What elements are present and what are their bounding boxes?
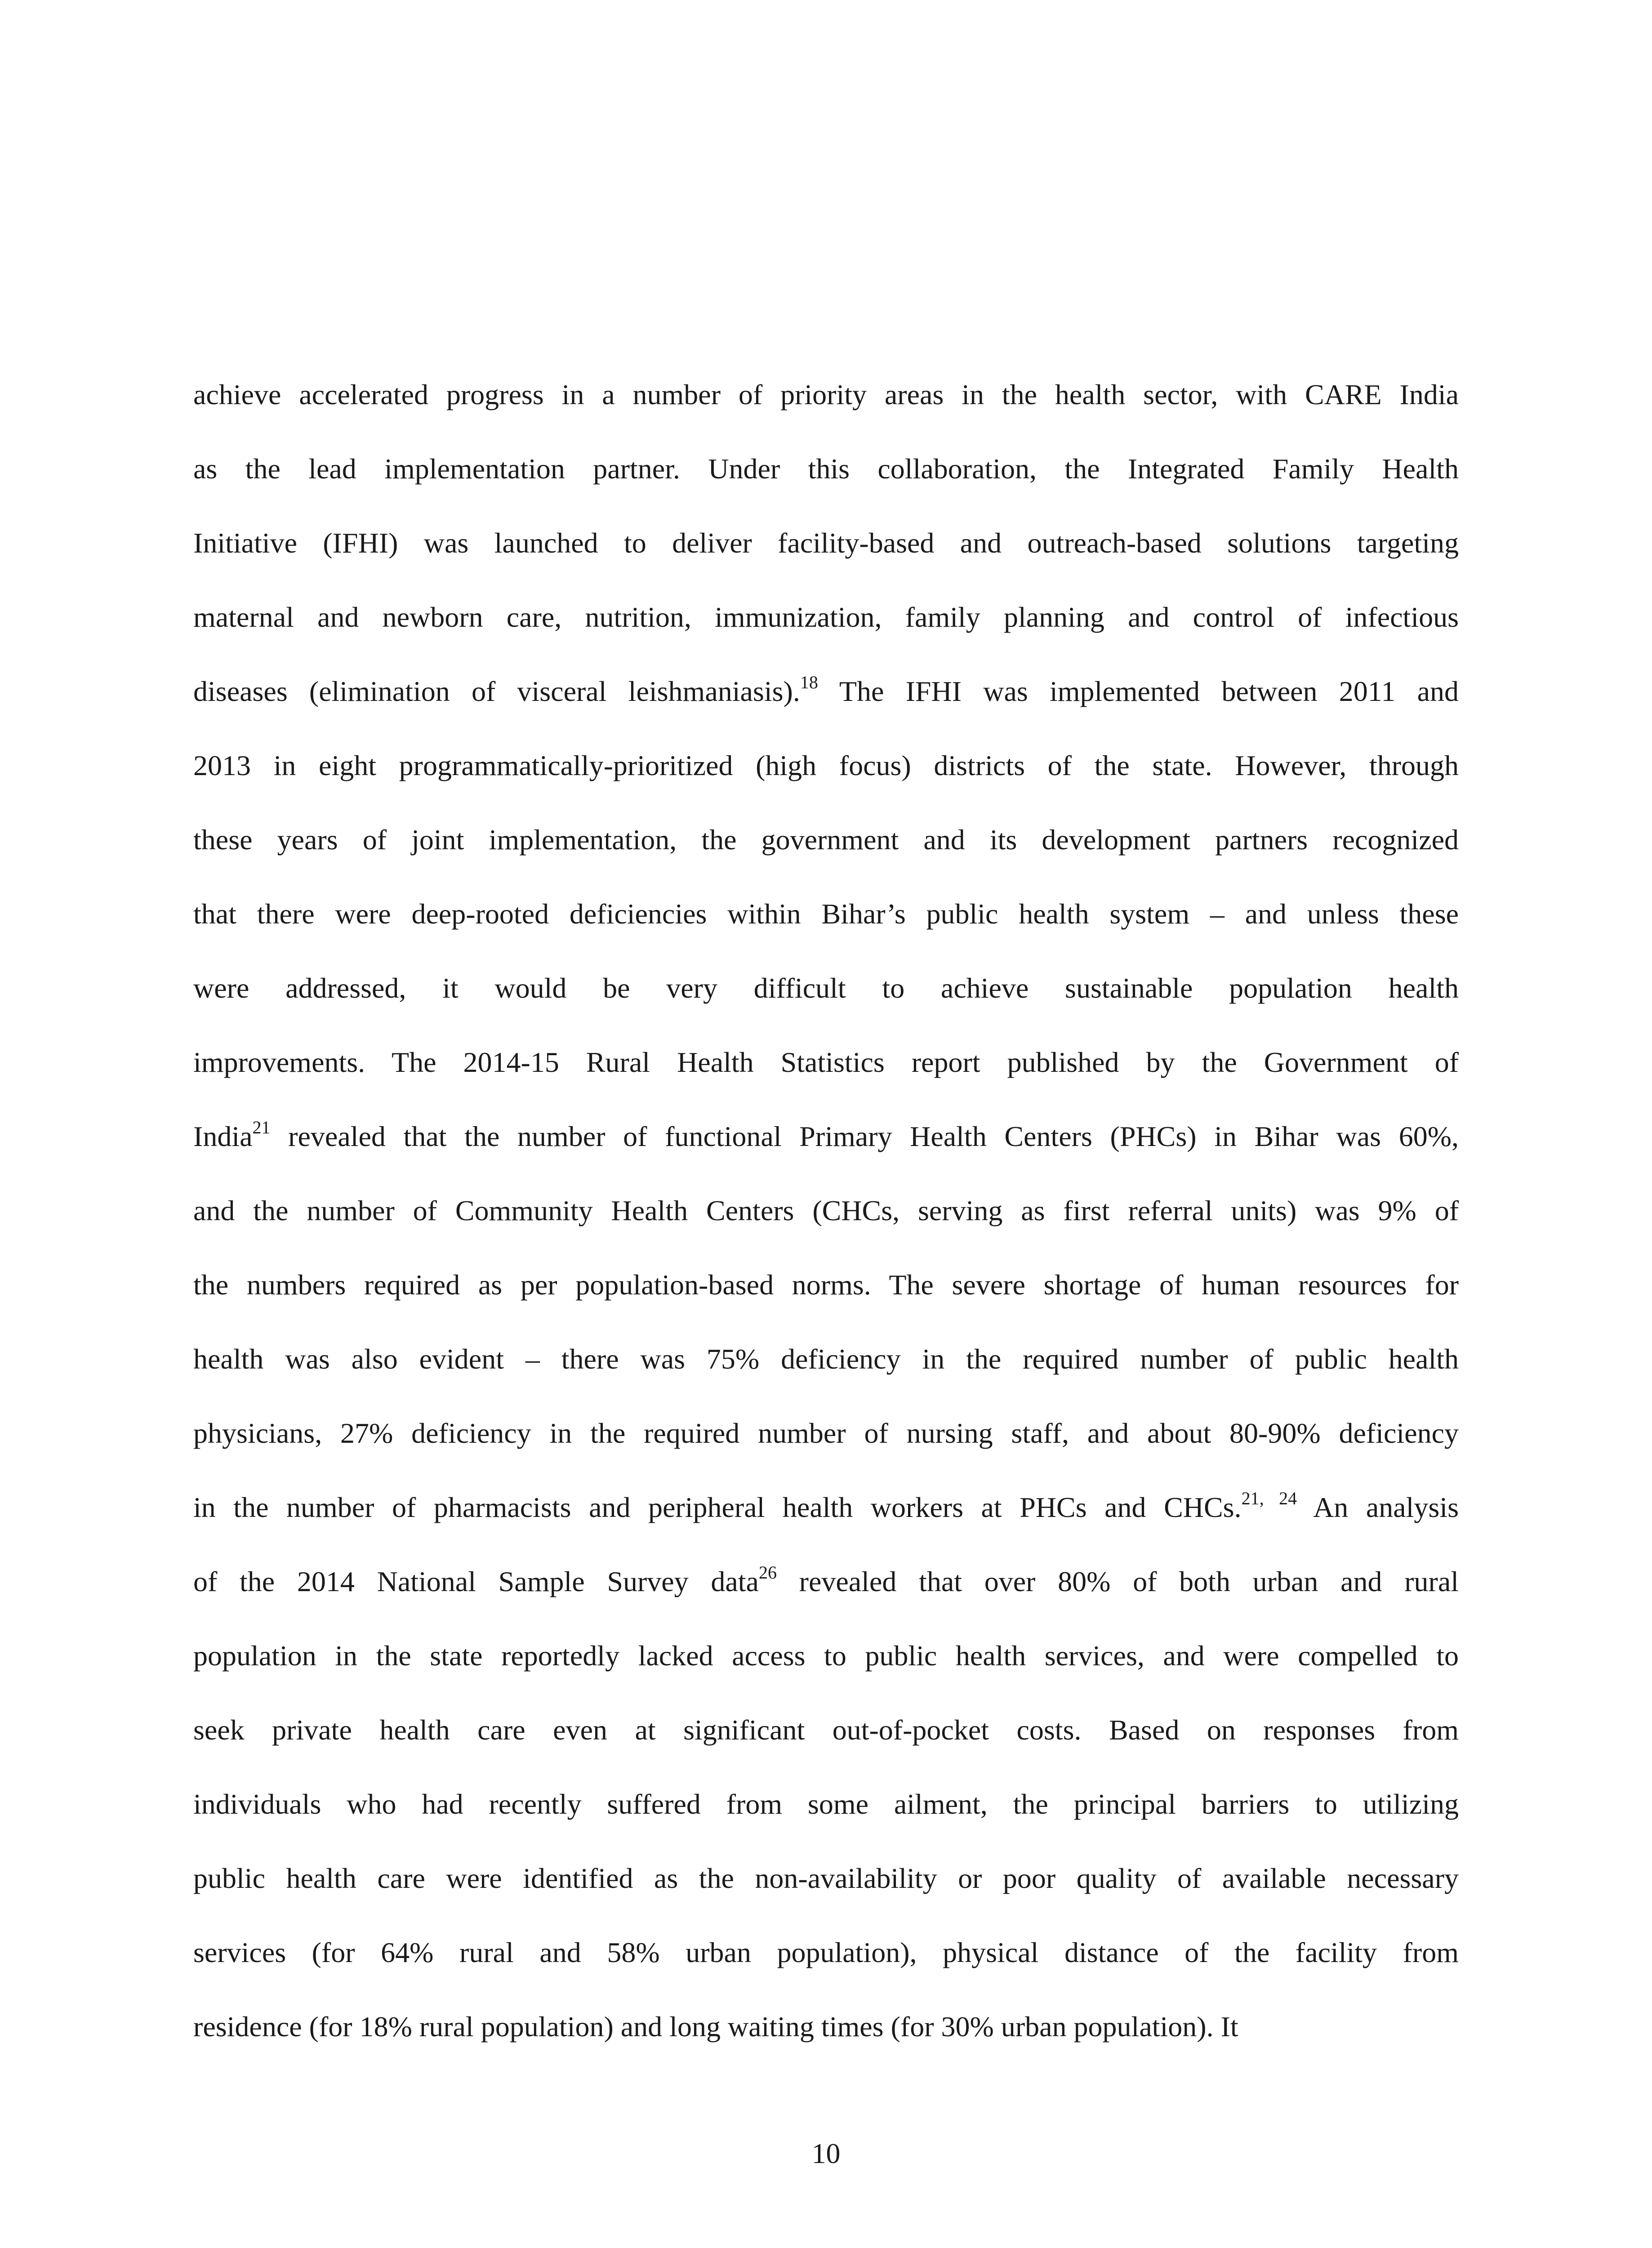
text-line-segment: physicians, 27% deficiency in the required number of nursing staff, and about 80-90% deficiency <box>193 1417 1459 1449</box>
text-line <box>193 1025 1459 1099</box>
text-line <box>193 877 1459 951</box>
text-line-segment: that there were deep-rooted deficiencies within Bihar’s public health system – and unless these <box>193 898 1459 930</box>
text-line <box>193 728 1459 803</box>
text-line-segment: maternal and newborn care, nutrition, immunization, family planning and control of infectious <box>193 601 1459 633</box>
text-line-segment: as the lead implementation partner. Under this collaboration, the Integrated Family Health <box>193 453 1459 485</box>
text-line <box>193 803 1459 877</box>
text-line-segment: diseases (elimination of visceral leishmaniasis). <box>193 675 800 707</box>
text-line <box>193 1099 1459 1173</box>
text-line <box>193 357 1459 432</box>
text-line <box>193 1619 1459 1693</box>
citation-superscript: 21, 24 <box>1241 1488 1297 1508</box>
text-line-segment: residence (for 18% rural population) and long waiting times (for 30% urban population). It <box>193 2011 1238 2043</box>
text-line-segment: The IFHI was implemented between 2011 and <box>818 675 1459 707</box>
text-line <box>193 654 1459 728</box>
citation-superscript: 21 <box>252 1117 271 1137</box>
text-line <box>193 432 1459 506</box>
text-line <box>193 1915 1459 1989</box>
text-line <box>193 1767 1459 1841</box>
text-line <box>193 1470 1459 1544</box>
citation-superscript: 26 <box>758 1562 777 1583</box>
text-line-segment: revealed that the number of functional Primary Health Centers (PHCs) in Bihar was 60%, <box>270 1120 1459 1152</box>
text-line <box>193 1173 1459 1248</box>
text-line-segment: 2013 in eight programmatically-prioritized (high focus) districts of the state. However, through <box>193 749 1459 781</box>
text-line-segment: in the number of pharmacists and peripheral health workers at PHCs and CHCs. <box>193 1491 1242 1523</box>
text-line-segment: improvements. The 2014-15 Rural Health Statistics report published by the Government of <box>193 1046 1459 1078</box>
text-line-segment: An analysis <box>1297 1491 1459 1523</box>
text-line <box>193 506 1459 580</box>
text-line-segment: and the number of Community Health Centers (CHCs, serving as first referral units) was 9% of <box>193 1195 1459 1227</box>
page-number: 10 <box>811 2137 841 2169</box>
text-line <box>193 951 1459 1025</box>
text-line-segment: of the 2014 National Sample Survey data <box>193 1566 759 1597</box>
text-line <box>193 1544 1459 1619</box>
text-line-segment: seek private health care even at significant out-of-pocket costs. Based on responses from <box>193 1714 1459 1746</box>
text-line-segment: Initiative (IFHI) was launched to deliver facility-based and outreach-based solutions targeting <box>193 527 1459 559</box>
text-line-segment: achieve accelerated progress in a number of priority areas in the health sector, with CARE India <box>193 379 1459 410</box>
text-line <box>193 1396 1459 1470</box>
text-line-segment: revealed that over 80% of both urban and rural <box>776 1566 1459 1597</box>
body-paragraph <box>193 357 1459 2064</box>
text-line-segment: were addressed, it would be very difficult to achieve sustainable population health <box>193 972 1459 1004</box>
text-line <box>193 580 1459 654</box>
text-line-segment: India <box>193 1120 253 1152</box>
text-line <box>193 1989 1459 2064</box>
citation-superscript: 18 <box>800 672 818 692</box>
text-line <box>193 1248 1459 1322</box>
text-line-segment: individuals who had recently suffered from some ailment, the principal barriers to utilizing <box>193 1788 1459 1820</box>
text-line-segment: health was also evident – there was 75% deficiency in the required number of public health <box>193 1343 1459 1375</box>
text-line-segment: the numbers required as per population-based norms. The severe shortage of human resources for <box>193 1269 1459 1301</box>
text-line-segment: population in the state reportedly lacked access to public health services, and were compelled to <box>193 1640 1459 1672</box>
text-line <box>193 1841 1459 1915</box>
text-line <box>193 1322 1459 1396</box>
text-line-segment: public health care were identified as the non-availability or poor quality of available necessary <box>193 1862 1459 1894</box>
text-line-segment: services (for 64% rural and 58% urban population), physical distance of the facility from <box>193 1936 1459 1968</box>
text-line <box>193 1693 1459 1767</box>
text-line-segment: these years of joint implementation, the government and its development partners recognized <box>193 824 1459 856</box>
